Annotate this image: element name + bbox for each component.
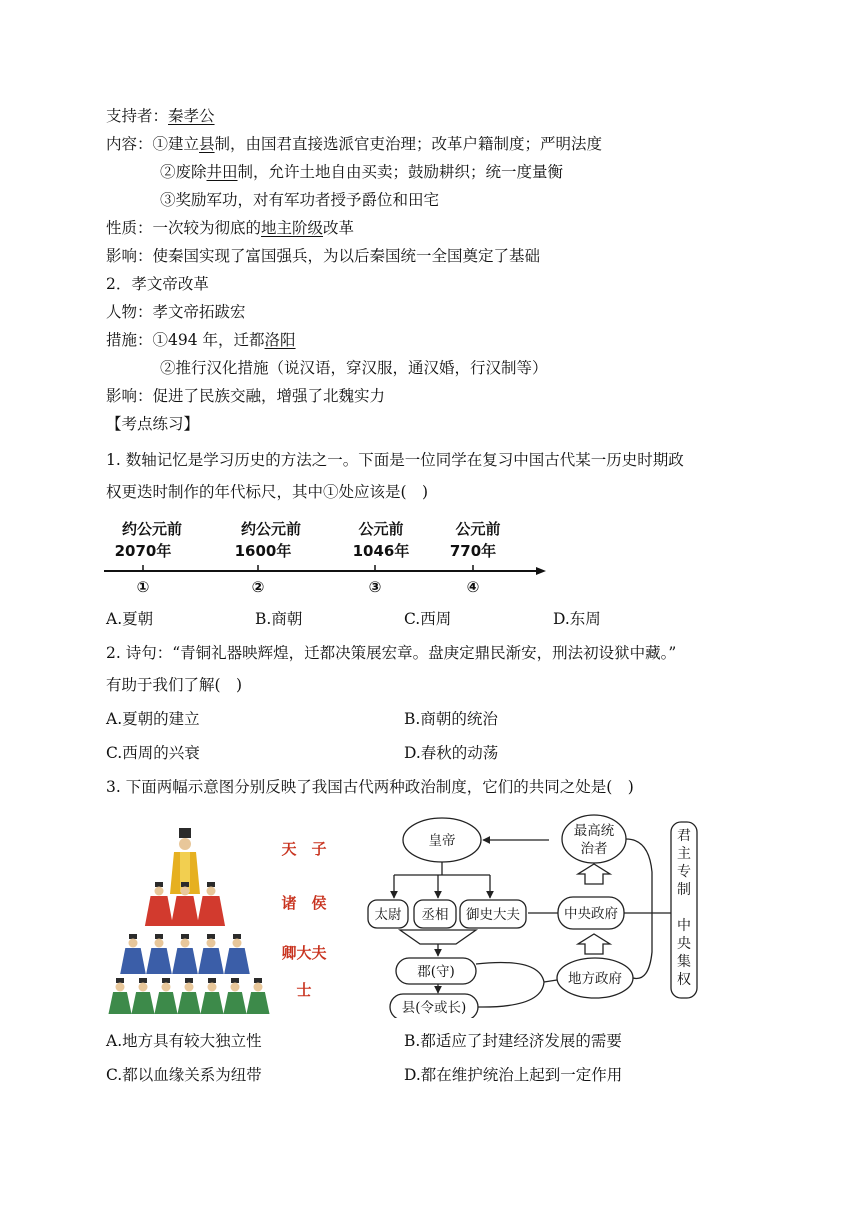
timeline-year-4: 770年 [449,542,497,560]
q3-option-c[interactable]: C.都以血缘关系为纽带 [106,1066,262,1084]
content-line-3: ③奖励军功，对有军功者授予爵位和田宅 [160,191,440,209]
timeline-figure [100,510,550,606]
supporter-name: 秦孝公 [168,107,215,125]
q2-stem-line-2: 有助于我们了解( ) [106,676,243,694]
timeline-top-3: 公元前 [358,520,404,538]
timeline-year-3: 1046年 [352,542,410,560]
scholar-figure [154,978,177,1014]
side-text-char: 权 [677,972,691,988]
xian-label: 县(令或长) [401,1000,467,1016]
side-text-char: 集 [677,954,691,970]
q3-stem: 3. 下面两幅示意图分别反映了我国古代两种政治制度，它们的共同之处是( ) [106,778,634,796]
practice-heading: 【考点练习】 [106,415,200,433]
emperor-label: 皇帝 [428,833,456,849]
fenfeng-pyramid-figure [104,812,364,1018]
supreme-label-2: 治者 [580,841,608,857]
nature-line: 性质：一次较为彻底的地主阶级改革 [106,219,355,237]
rank-qingdafu: 卿大夫 [281,944,327,962]
timeline-year-1: 2070年 [114,542,172,560]
lord-figure [197,882,225,926]
scholar-figure [108,978,131,1014]
local-label: 地方政府 [568,971,622,987]
timeline-top-4: 公元前 [455,520,501,538]
scholar-figures [108,978,269,1014]
supporter-line: 支持者：秦孝公 [106,107,215,125]
minister-figure [224,934,250,974]
xiaowen-person: 人物：孝文帝拓跋宏 [106,303,246,321]
minister-figure [198,934,224,974]
timeline-marker-1: ① [136,578,150,596]
right-bracket [626,839,652,978]
side-text-char: 制 [677,882,691,898]
lord-figure [145,882,173,926]
q3-option-a[interactable]: A.地方具有较大独立性 [106,1032,262,1050]
side-text-char: 中 [677,918,691,934]
minister-figure [146,934,172,974]
side-text-char: 央 [677,936,691,952]
minister-figure [172,934,198,974]
q2-option-d[interactable]: D.春秋的动荡 [404,744,499,762]
rank-zhuhou: 诸 侯 [281,894,327,912]
up-arrow-icon [578,864,610,884]
q2-stem-line-1: 2. 诗句：“青铜礼器映辉煌，迁都决策展宏章。盘庚定鼎民渐安，刑法初设狱中藏。” [106,644,677,662]
local-bracket [476,962,544,1007]
side-text-char: 主 [677,846,691,862]
q1-option-b[interactable]: B.商朝 [255,610,303,628]
rank-tianzi: 天 子 [281,840,327,858]
chengxiang-label: 丞相 [421,907,449,923]
timeline-year-2: 1600年 [234,542,292,560]
xiaowen-measure-1: 措施：①494 年，迁都洛阳 [106,331,296,349]
scholar-figure [177,978,200,1014]
q1-option-a[interactable]: A.夏朝 [106,610,154,628]
q1-option-d[interactable]: D.东周 [553,610,601,628]
content-line-2: ②废除井田制，允许土地自由买卖；鼓励耕织；统一度量衡 [160,163,564,181]
q3-option-d[interactable]: D.都在维护统治上起到一定作用 [404,1066,623,1084]
timeline-top-2: 约公元前 [240,520,302,538]
q2-option-b[interactable]: B.商朝的统治 [404,710,498,728]
up-arrow-icon [578,934,610,954]
xiaowen-impact: 影响：促进了民族交融，增强了北魏实力 [106,387,386,405]
yushi-label: 御史大夫 [466,907,520,923]
side-text-char: 专 [677,864,691,880]
lord-figures [145,882,225,926]
q2-option-c[interactable]: C.西周的兴衰 [106,744,200,762]
rank-shi: 士 [296,981,312,999]
xiaowen-measure-2: ②推行汉化措施（说汉语，穿汉服，通汉婚，行汉制等） [160,359,548,377]
scholar-figure [131,978,154,1014]
q1-stem-line-1: 1. 数轴记忆是学习历史的方法之一。下面是一位同学在复习中国古代某一历史时期政 [106,451,684,469]
side-text-char: 君 [677,828,691,844]
timeline-arrow [536,567,546,575]
content-line-1: 内容：①建立县制，由国君直接选派官吏治理；改革户籍制度；严明法度 [106,135,603,153]
impact-line: 影响：使秦国实现了富国强兵，为以后秦国统一全国奠定了基础 [106,247,541,265]
minister-figure [120,934,146,974]
q3-option-b[interactable]: B.都适应了封建经济发展的需要 [404,1032,622,1050]
scholar-figure [223,978,246,1014]
xiaowen-heading: 2．孝文帝改革 [106,275,209,293]
q1-option-c[interactable]: C.西周 [404,610,452,628]
timeline-marker-4: ④ [466,578,480,596]
timeline-marker-3: ③ [368,578,382,596]
central-label: 中央政府 [564,906,618,922]
taiwei-label: 太尉 [374,907,402,923]
scholar-figure [200,978,223,1014]
minister-figures [120,934,250,974]
jun-label: 郡(守) [417,964,455,980]
q2-option-a[interactable]: A.夏朝的建立 [106,710,200,728]
timeline-marker-2: ② [251,578,265,596]
supreme-label-1: 最高统 [573,823,615,839]
timeline-top-1: 约公元前 [121,520,183,538]
funnel-shape [400,930,476,944]
scholar-figure [246,978,269,1014]
junxian-diagram [364,812,704,1018]
q1-stem-line-2: 权更迭时制作的年代标尺，其中①处应该是( ) [106,483,429,501]
